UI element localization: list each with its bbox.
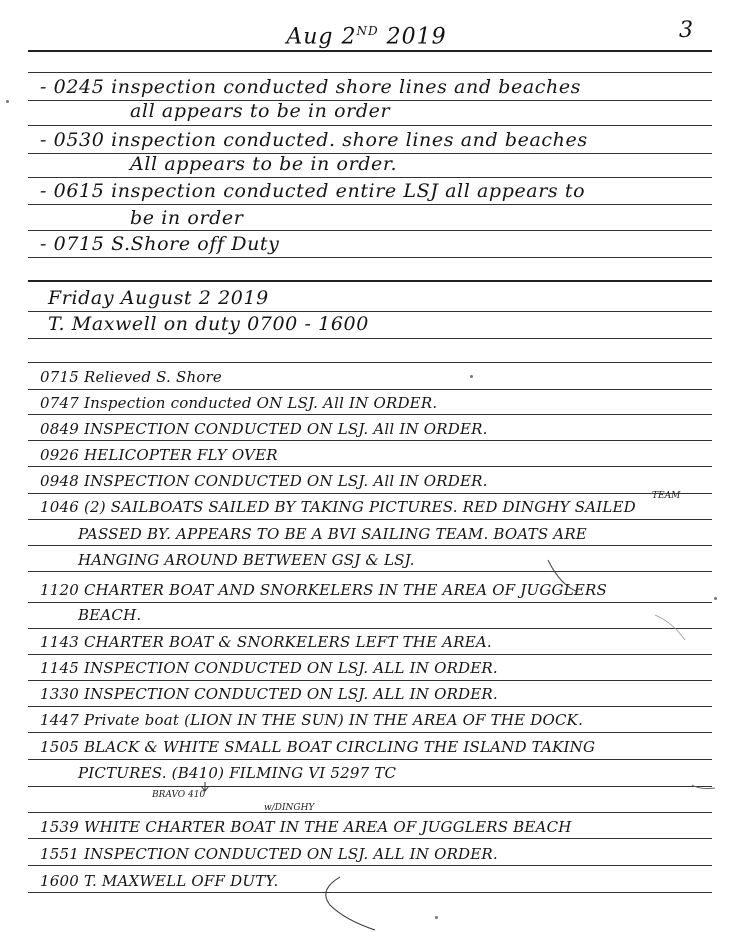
entry-text: inspection conducted entire LSJ all appears to (111, 180, 586, 202)
log-entry-continuation: All appears to be in order. (130, 153, 398, 175)
entry-time: 1600 (40, 872, 79, 890)
entry-text: INSPECTION CONDUCTED ON LSJ. ALL IN ORDER. (83, 845, 498, 863)
margin-dot (714, 597, 717, 600)
entry-time: 0948 (40, 472, 79, 490)
entry-time: 1330 (40, 685, 79, 703)
pen-stroke (326, 877, 375, 930)
entry-time: 0926 (40, 446, 79, 464)
entry-text: Relieved S. Shore (83, 368, 223, 386)
entry-text: INSPECTION CONDUCTED ON LSJ. ALL IN ORDER. (83, 685, 498, 703)
log-entry-continuation: PICTURES. (B410) FILMING VI 5297 TC (78, 764, 397, 782)
entry-time: 1145 (40, 659, 79, 677)
entry-time: 0849 (40, 420, 79, 438)
entry-text: T. MAXWELL OFF DUTY. (83, 872, 279, 890)
entry-text: inspection conducted shore lines and beaches (111, 76, 582, 98)
margin-dot (6, 100, 9, 103)
log-entry-continuation: HANGING AROUND BETWEEN GSJ & LSJ. (78, 551, 415, 569)
entry-time: 1143 (40, 633, 79, 651)
log-entry-continuation: BEACH. (78, 606, 142, 624)
date-main: Aug 2 (286, 24, 357, 50)
date-year: 2019 (386, 24, 447, 50)
entry-text: HELICOPTER FLY OVER (83, 446, 278, 464)
date-superscript: ND (356, 24, 379, 38)
entry-text: Inspection conducted ON LSJ. All IN ORDER. (83, 394, 438, 412)
dinghy-annotation: w/DINGHY (264, 803, 315, 813)
log-entry-continuation: be in order (130, 207, 244, 229)
entry-text: CHARTER BOAT & SNORKELERS LEFT THE AREA. (83, 633, 492, 651)
page-number: 3 (679, 18, 693, 43)
pen-stroke (655, 615, 685, 640)
log-entry-continuation: all appears to be in order (130, 100, 391, 122)
entry-time: 1447 (40, 711, 79, 729)
shift-day-line: Friday August 2 2019 (48, 287, 269, 309)
entry-text: Private boat (LION IN THE SUN) IN THE AREA OF THE DOCK. (83, 711, 584, 729)
bravo-annotation: BRAVO 410 (152, 790, 206, 800)
team-annotation: TEAM (652, 491, 681, 501)
entry-time: 0715 (40, 368, 79, 386)
entry-time: 0747 (40, 394, 79, 412)
entry-time: 1539 (40, 818, 79, 836)
entry-text: inspection conducted. shore lines and beaches (111, 129, 588, 151)
entry-text: INSPECTION CONDUCTED ON LSJ. All IN ORDER. (83, 420, 488, 438)
log-entry-continuation: PASSED BY. APPEARS TO BE A BVI SAILING TEAM. BOATS ARE (78, 525, 587, 543)
entry-time: 1120 (40, 581, 79, 599)
entry-text: S.Shore off Duty (111, 233, 280, 255)
margin-dot (470, 375, 473, 378)
entry-text: INSPECTION CONDUCTED ON LSJ. ALL IN ORDER. (83, 659, 498, 677)
entry-text: INSPECTION CONDUCTED ON LSJ. All IN ORDER. (83, 472, 488, 490)
entry-time: - 0615 (40, 180, 105, 202)
entry-time: 1505 (40, 738, 79, 756)
shift-officer-line: T. Maxwell on duty 0700 - 1600 (48, 313, 369, 335)
pen-stroke (548, 560, 578, 592)
entry-time: 1046 (40, 498, 79, 516)
entry-text: CHARTER BOAT AND SNORKELERS IN THE AREA OF JUGGLERS (83, 581, 607, 599)
pen-stroke (692, 785, 715, 789)
entry-time: - 0715 (40, 233, 105, 255)
entry-time: 1551 (40, 845, 79, 863)
entry-text: (2) SAILBOATS SAILED BY TAKING PICTURES. RED DINGHY SAILED (83, 498, 636, 516)
entry-text: BLACK & WHITE SMALL BOAT CIRCLING THE ISLAND TAKING (83, 738, 596, 756)
entry-time: - 0245 (40, 76, 105, 98)
margin-dot (435, 916, 438, 919)
entry-text: WHITE CHARTER BOAT IN THE AREA OF JUGGLERS BEACH (83, 818, 572, 836)
entry-time: - 0530 (40, 129, 105, 151)
